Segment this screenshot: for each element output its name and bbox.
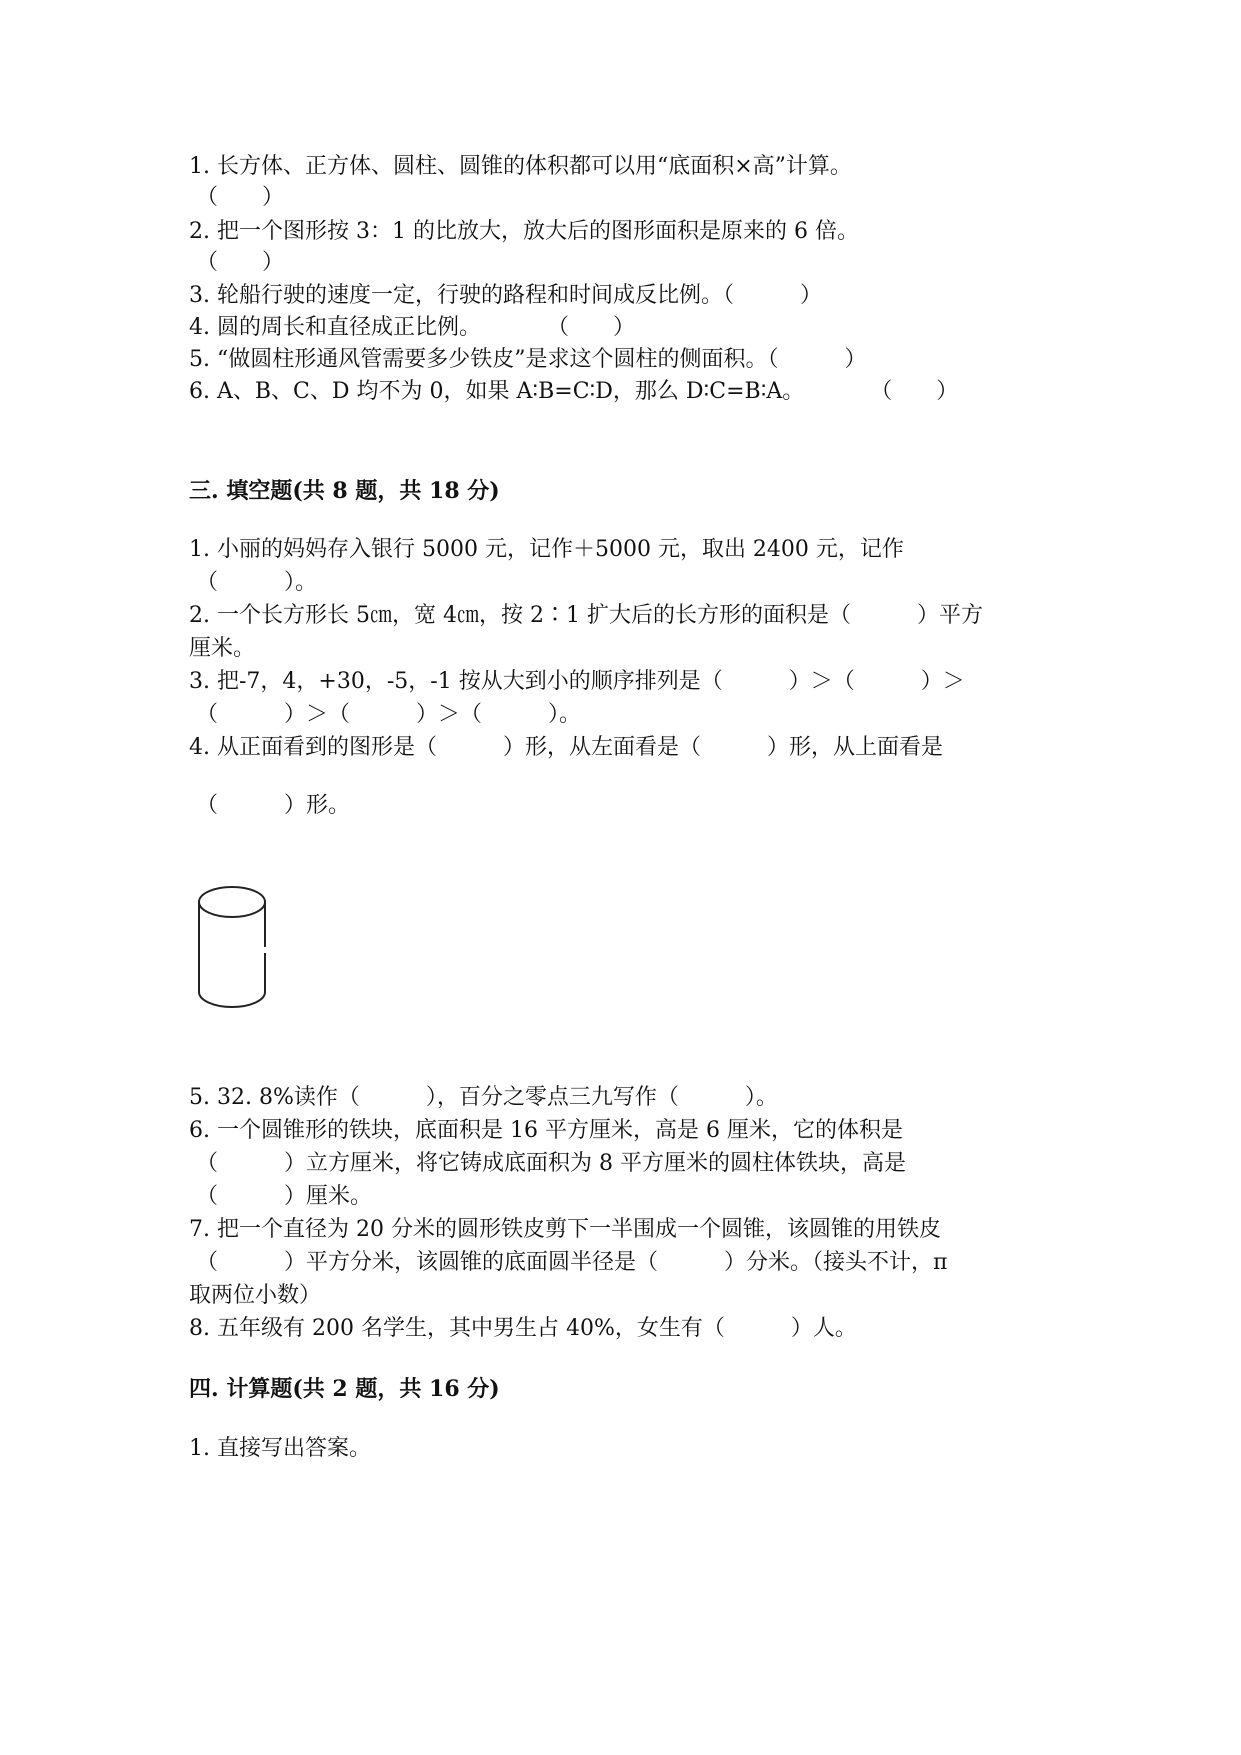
fill-line-4: 4. 从正面看到的图形是（ ）形，从左面看是（ ）形，从上面看是 [189,735,943,760]
section-heading-calc: 四. 计算题(共 2 题，共 16 分) [189,1376,500,1402]
fill-line-7-cont2: 取两位小数） [189,1283,322,1308]
judge-line-1: 1. 长方体、正方体、圆柱、圆锥的体积都可以用“底面积×高”计算。 [189,154,852,179]
fill-line-5: 5. 32. 8%读作（ ），百分之零点三九写作（ ）。 [189,1085,778,1110]
fill-line-3-cont: （ ）＞（ ）＞（ ）。 [189,702,581,727]
fill-line-1-cont: （ ）。 [189,570,317,595]
cylinder-figure [195,880,275,1015]
fill-line-6: 6. 一个圆锥形的铁块，底面积是 16 平方厘米，高是 6 厘米，它的体积是 [189,1118,903,1143]
fill-line-7: 7. 把一个直径为 20 分米的圆形铁皮剪下一半围成一个圆锥，该圆锥的用铁皮 [189,1217,941,1242]
judge-line-4: 4. 圆的周长和直径成正比例。 （ ） [189,315,635,340]
fill-line-6-cont2: （ ）厘米。 [189,1184,372,1209]
judge-line-5: 5. “做圆柱形通风管需要多少铁皮”是求这个圆柱的侧面积。（ ） [189,347,867,372]
judge-line-6: 6. A、B、C、D 均不为 0，如果 A∶B=C∶D，那么 D∶C=B∶A。 （ ） [189,379,959,404]
fill-line-7-cont: （ ）平方分米，该圆锥的底面圆半径是（ ）分米。（接头不计，π [189,1250,948,1275]
fill-line-8: 8. 五年级有 200 名学生，其中男生占 40%，女生有（ ）人。 [189,1316,857,1341]
judge-line-2-blank: （ ） [189,250,284,275]
fill-line-3: 3. 把-7，4，+30，-5，-1 按从大到小的顺序排列是（ ）＞（ ）＞ [189,669,965,694]
calc-line-1: 1. 直接写出答案。 [189,1436,371,1461]
fill-line-6-cont: （ ）立方厘米，将它铸成底面积为 8 平方厘米的圆柱体铁块，高是 [189,1151,906,1176]
judge-line-2: 2. 把一个图形按 3：1 的比放大，放大后的图形面积是原来的 6 倍。 [189,219,859,244]
section-heading-fill: 三. 填空题(共 8 题，共 18 分) [189,478,500,504]
fill-line-4-cont: （ ）形。 [189,793,350,818]
judge-line-1-blank: （ ） [189,185,284,210]
fill-line-1: 1. 小丽的妈妈存入银行 5000 元，记作＋5000 元，取出 2400 元，记作 [189,537,904,562]
judge-line-3: 3. 轮船行驶的速度一定，行驶的路程和时间成反比例。（ ） [189,283,822,308]
fill-line-2-cont: 厘米。 [189,636,256,661]
fill-line-2: 2. 一个长方形长 5㎝，宽 4㎝，按 2∶1 扩大后的长方形的面积是（ ）平方 [189,603,983,628]
